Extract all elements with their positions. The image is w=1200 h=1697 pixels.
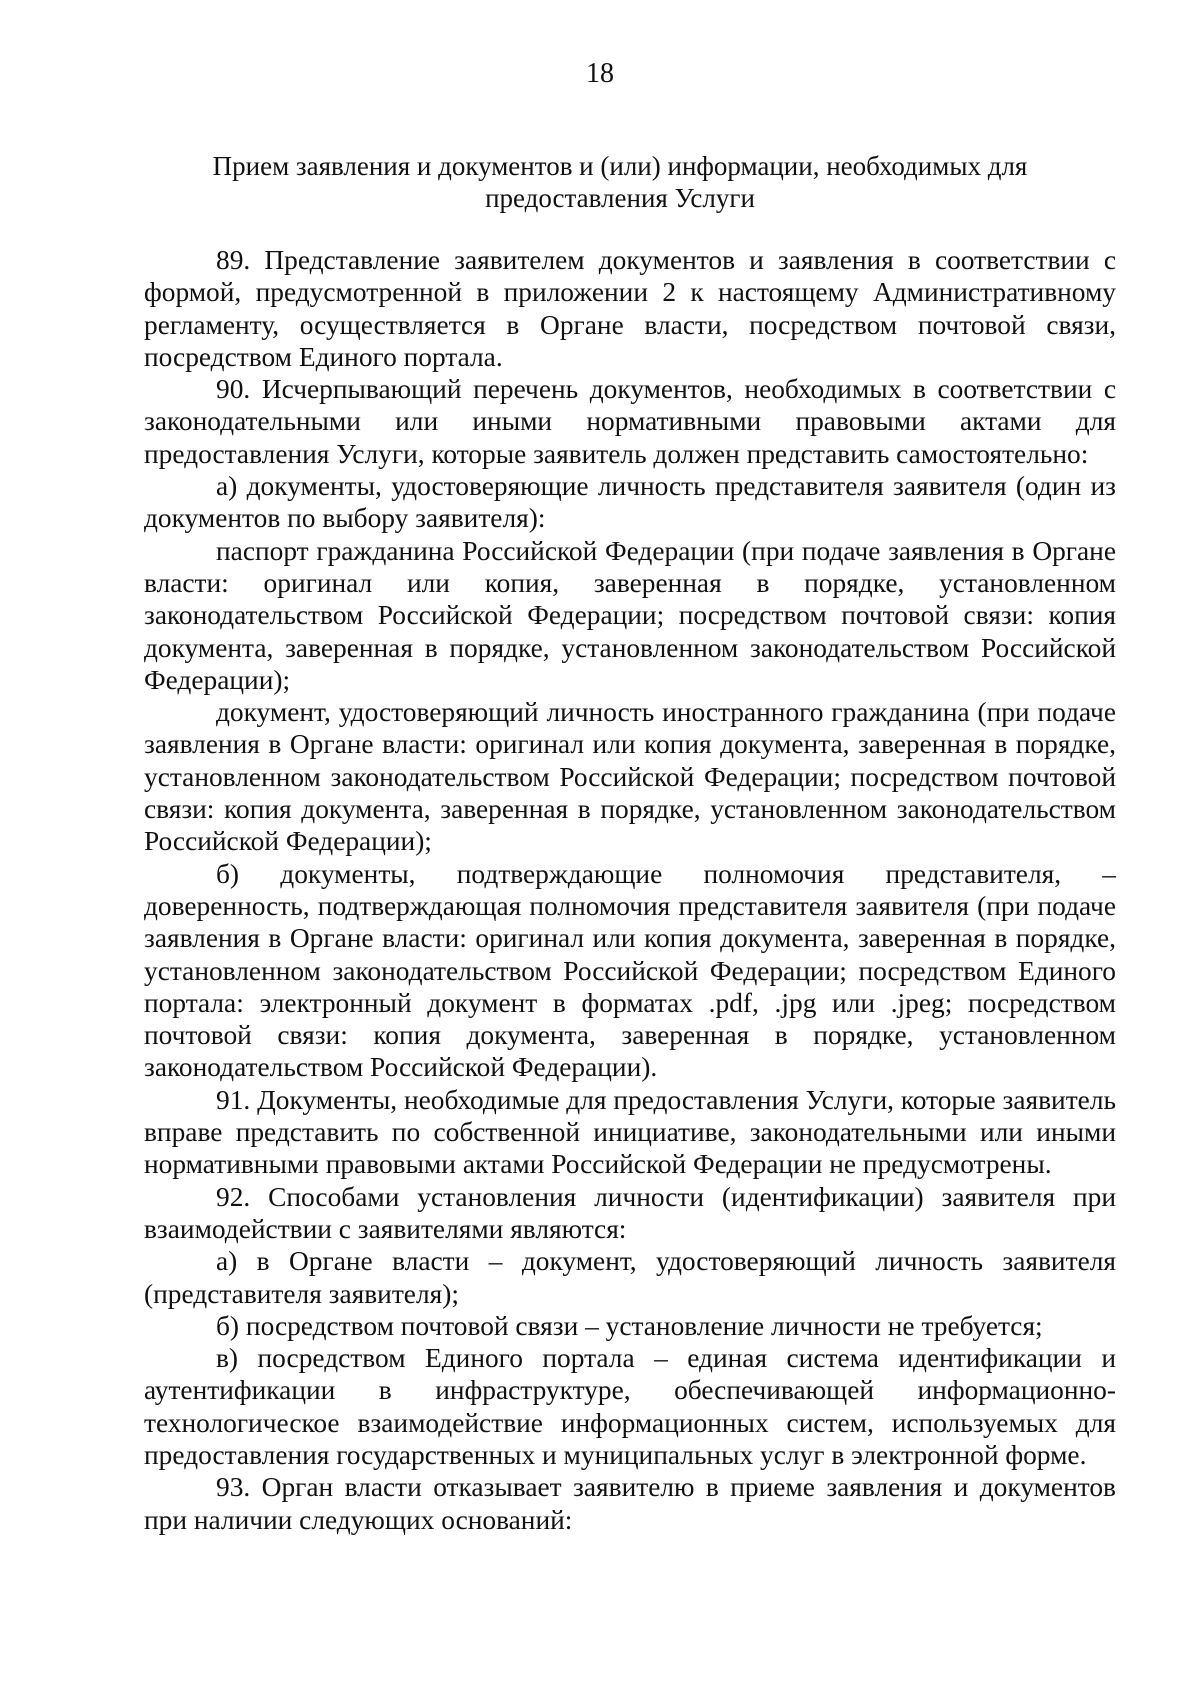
paragraph-foreign-id: документ, удостоверяющий личность иностранного гражданина (при подаче заявления в Органе власти: оригинал или копия документа, заверенная в порядке, установленном законодательством Российской Федерации; посредством почтовой связи: копия документа, заверенная в порядке, установленном законодательством Российской Федерации); xyxy=(144,697,1116,857)
document-body xyxy=(144,244,1116,1536)
paragraph-92-a: а) в Органе власти – документ, удостоверяющий личность заявителя (представителя заявителя); xyxy=(144,1246,1116,1309)
paragraph-89: 89. Представление заявителем документов и заявления в соответствии с формой, предусмотренной в приложении 2 к настоящему Административному регламенту, осуществляется в Органе власти, посредством почтовой связи, посредством Единого портала. xyxy=(144,245,1116,372)
paragraph-92: 92. Способами установления личности (идентификации) заявителя при взаимодействии с заявителями являются: xyxy=(144,1181,1116,1244)
page-number: 18 xyxy=(586,58,614,89)
section-heading-line-2: предоставления Услуги xyxy=(485,183,755,213)
paragraph-93: 93. Орган власти отказывает заявителю в приеме заявления и документов при наличии следующих оснований: xyxy=(144,1472,1116,1535)
paragraph-92-v: в) посредством Единого портала – единая система идентификации и аутентификации в инфраструктуре, обеспечивающей информационно-технологическое взаимодействие информационных систем, используемых для предоставления государственных и муниципальных услуг в электронной форме. xyxy=(144,1343,1116,1470)
section-heading xyxy=(140,150,1100,214)
paragraph-90-b: б) документы, подтверждающие полномочия представителя, – доверенность, подтверждающая полномочия представителя заявителя (при подаче заявления в Органе власти: оригинал или копия документа, заверенная в порядке, установленном законодательством Российской Федерации; посредством Единого портала: электронный документ в форматах .pdf, .jpg или .jpeg; посредством почтовой связи: копия документа, заверенная в порядке, установленном законодательством Российской Федерации). xyxy=(144,858,1116,1083)
paragraph-passport: паспорт гражданина Российской Федерации (при подаче заявления в Органе власти: оригинал или копия, заверенная в порядке, установленном законодательством Российской Федерации; посредством почтовой связи: копия документа, заверенная в порядке, установленном законодательством Российской Федерации); xyxy=(144,535,1116,695)
paragraph-90-a: а) документы, удостоверяющие личность представителя заявителя (один из документов по выбору заявителя): xyxy=(144,471,1116,534)
paragraph-90: 90. Исчерпывающий перечень документов, необходимых в соответствии с законодательными или иными нормативными правовыми актами для предоставления Услуги, которые заявитель должен представить самостоятельно: xyxy=(144,374,1116,469)
paragraph-92-b: б) посредством почтовой связи – установление личности не требуется; xyxy=(216,1310,1043,1341)
paragraph-91: 91. Документы, необходимые для предоставления Услуги, которые заявитель вправе представить по собственной инициативе, законодательными или иными нормативными правовыми актами Российской Федерации не предусмотрены. xyxy=(144,1084,1116,1180)
section-heading-line-1: Прием заявления и документов и (или) информации, необходимых для xyxy=(212,151,1028,181)
